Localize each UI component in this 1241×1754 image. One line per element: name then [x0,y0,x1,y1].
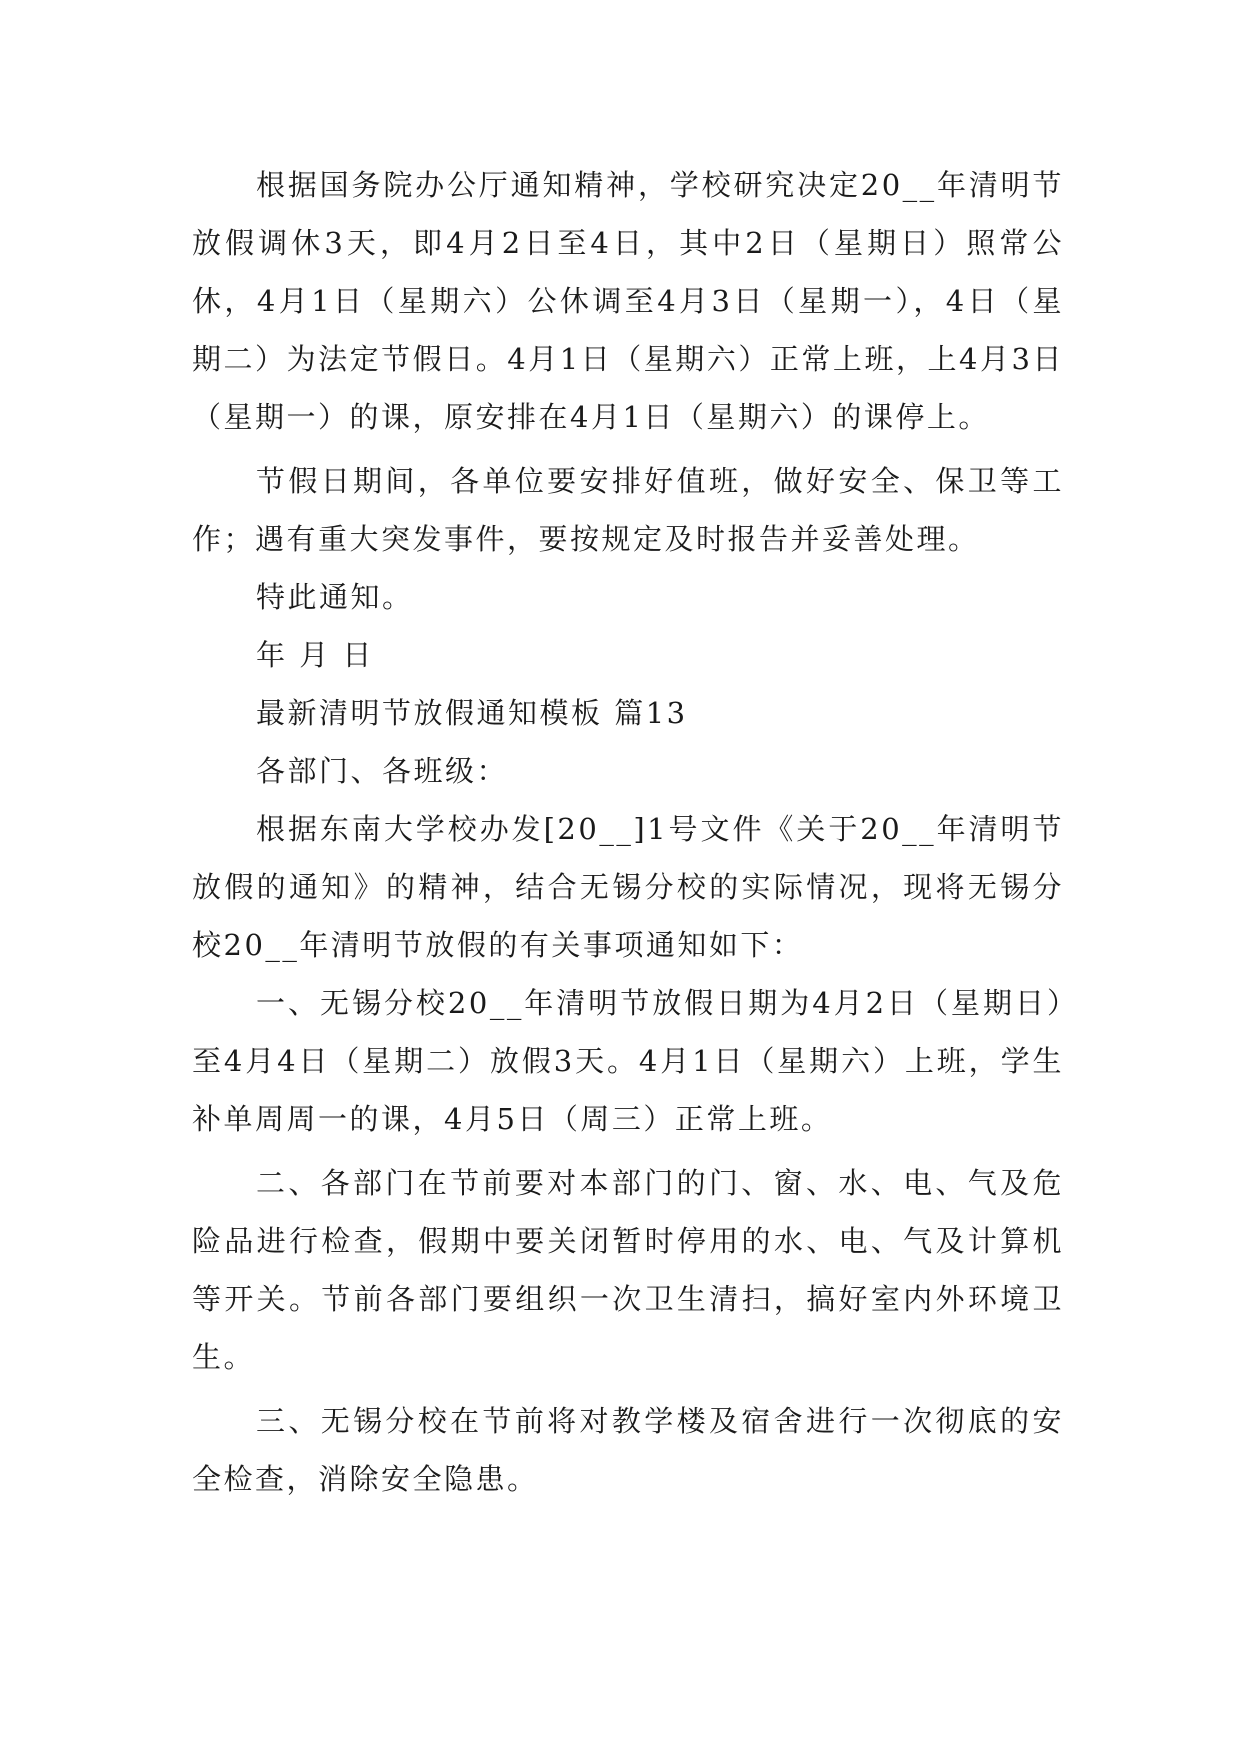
paragraph-item-1: 一、无锡分校20__年清明节放假日期为4月2日（星期日）至4月4日（星期二）放假3天。4月1日（星期六）上班，学生补单周周一的课，4月5日（周三）正常上班。 [192,986,1064,1136]
paragraph-item-2: 二、各部门在节前要对本部门的门、窗、水、电、气及危险品进行检查，假期中要关闭暂时停用的水、电、气及计算机等开关。节前各部门要组织一次卫生清扫，搞好室内外环境卫生。 [192,1166,1064,1374]
document-body [192,156,1064,1508]
section-title: 最新清明节放假通知模板 篇13 [256,696,688,730]
paragraph-closing: 特此通知。 [256,580,414,614]
paragraph-holiday-arrangement: 根据国务院办公厅通知精神，学校研究决定20__年清明节放假调休3天，即4月2日至4日，其中2日（星期日）照常公休，4月1日（星期六）公休调至4月3日（星期一），4日（星期二）为法定节假日。4月1日（星期六）正常上班，上4月3日（星期一）的课，原安排在4月1日（星期六）的课停上。 [192,168,1064,434]
paragraph-intro: 根据东南大学校办发[20__]1号文件《关于20__年清明节放假的通知》的精神，结合无锡分校的实际情况，现将无锡分校20__年清明节放假的有关事项通知如下： [192,812,1064,962]
paragraph-duty-notice: 节假日期间，各单位要安排好值班，做好安全、保卫等工作；遇有重大突发事件，要按规定及时报告并妥善处理。 [192,464,1064,556]
paragraph-date-line: 年 月 日 [256,638,374,672]
paragraph-salutation: 各部门、各班级： [256,754,509,788]
paragraph-item-3: 三、无锡分校在节前将对教学楼及宿舍进行一次彻底的安全检查，消除安全隐患。 [192,1404,1064,1496]
